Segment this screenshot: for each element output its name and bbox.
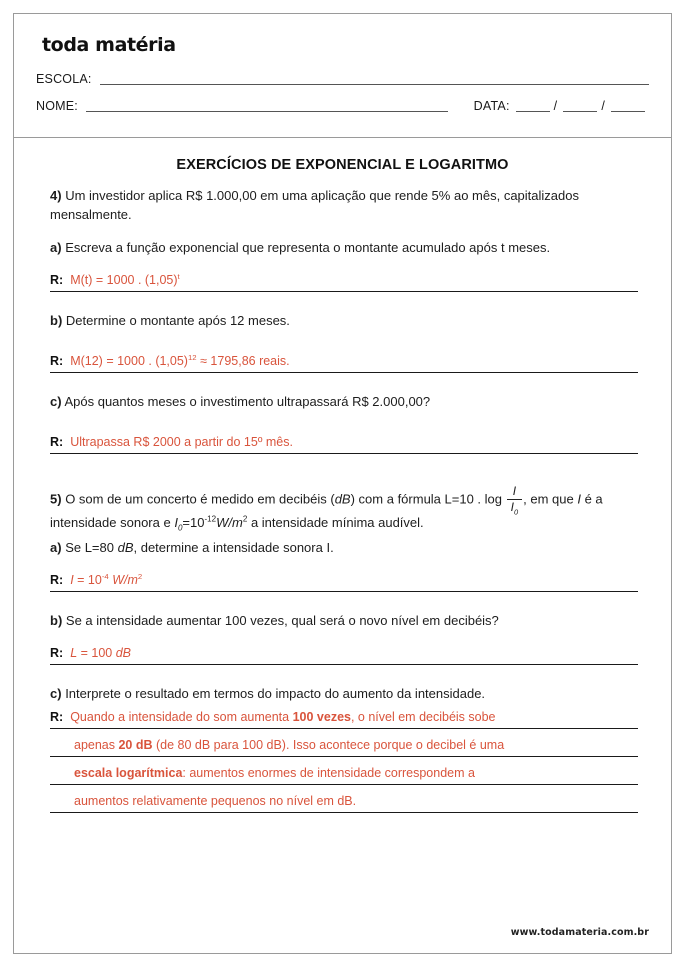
date-slash-1: / (553, 99, 558, 113)
answer-5b-text: L = 100 dB (70, 645, 132, 660)
question-5a-prompt (38, 539, 647, 558)
question-5c-text: Interprete o resultado em termos do impacto do aumento da intensidade. (65, 686, 486, 702)
answer-4a-label: R: (50, 272, 64, 287)
answer-5b (38, 645, 647, 665)
question-5-text-part2: ) com a fórmula L=10 . log (350, 491, 502, 507)
answer-5a-exponent: -4 (101, 571, 109, 581)
worksheet-page (13, 13, 672, 954)
answer-4b-text: M(12) = 1000 . $(1,05)^{12} \approx 1795,86$ reais. (70, 352, 290, 368)
brand-logo: toda matéria (42, 34, 176, 56)
answer-4b (38, 353, 647, 373)
date-label: DATA: (473, 99, 510, 113)
fraction-denominator-subscript: 0 (513, 506, 519, 516)
question-5c-letter: c) (50, 686, 62, 702)
question-5a-db-italic: dB (117, 540, 134, 555)
date-month-slot[interactable] (563, 111, 597, 112)
school-input-rule[interactable] (100, 84, 649, 85)
answer-4b-line[interactable] (50, 353, 638, 373)
page-title: EXERCÍCIOS DE EXPONENCIAL E LOGARITMO (176, 157, 509, 173)
question-5-statement (38, 483, 647, 533)
answer-4a-text: M(t) = 1000 . $(1,05)^t$ (70, 271, 180, 287)
question-5-units-exponent: 2 (242, 514, 248, 524)
question-5-text-part7: a intensidade mínima audível. (247, 515, 424, 531)
question-5-exponent-minus12: -12 (204, 514, 217, 524)
question-5-i0-subscript: 0 (177, 523, 183, 533)
answer-5c-line-4[interactable]: aumentos relativamente pequenos no nível em dB. (50, 794, 638, 813)
question-4a-text: Escreva a função exponencial que representa o montante acumulado após t meses. (65, 239, 551, 255)
answer-4b-exponent: 12 (187, 352, 197, 362)
question-4c-prompt (38, 393, 647, 412)
question-4a-letter: a) (50, 239, 62, 255)
question-5-units: W/m (216, 515, 243, 531)
question-5-text-part4: é a intensidade sonora e (50, 491, 603, 531)
answer-4c-line[interactable] (50, 434, 638, 454)
question-5-i-italic: I (577, 491, 581, 507)
question-5b-prompt (38, 612, 647, 631)
date-year-slot[interactable] (611, 111, 645, 112)
question-5c-prompt (38, 685, 647, 704)
question-4a-prompt (38, 239, 647, 258)
answer-5a (38, 572, 647, 592)
answer-5c-line-1-text: Quando a intensidade do som aumenta 100 vezes, o nível em decibéis sobe (70, 710, 496, 725)
question-4b-letter: b) (50, 312, 63, 328)
answer-5a-line[interactable] (50, 572, 638, 592)
fraction-numerator: I (512, 483, 517, 498)
fraction-denominator: $I_0$ (507, 499, 522, 514)
name-date-field-row (36, 99, 649, 114)
date-slash-2: / (601, 99, 605, 113)
answer-5b-line[interactable] (50, 645, 638, 665)
worksheet-body (14, 138, 671, 954)
name-input-rule[interactable] (86, 111, 448, 112)
question-5-text-part5: =10 (182, 515, 205, 531)
answer-4a-line[interactable] (50, 272, 638, 292)
answer-4c-text: Ultrapassa R$ 2000 a partir do 15º mês. (70, 434, 293, 449)
worksheet-header (14, 14, 671, 138)
school-label: ESCOLA: (36, 72, 92, 86)
answer-4c-label: R: (50, 434, 64, 449)
question-5b-text: Se a intensidade aumentar 100 vezes, qual será o novo nível em decibéis? (65, 613, 499, 629)
footer-url: www.todamateria.com.br (510, 927, 649, 938)
question-5-comma: , (523, 491, 527, 507)
answer-5c-line-3[interactable]: escala logarítmica: aumentos enormes de intensidade correspondem a (50, 766, 638, 785)
question-5-text-part1: O som de um concerto é medido em decibéis ( (65, 491, 335, 507)
answer-4a-exponent: t (177, 271, 180, 281)
name-label: NOME: (36, 99, 78, 113)
answer-4a (38, 272, 647, 292)
question-5-number: 5) (50, 491, 62, 507)
question-4-text: Um investidor aplica R$ 1.000,00 em uma aplicação que rende 5% ao mês, capitalizados mensalmente. (50, 188, 579, 222)
question-4-statement (38, 187, 647, 225)
fraction-i-over-i0 (507, 483, 522, 516)
question-5a-letter: a) (50, 540, 62, 555)
answer-5c-label: R: (50, 710, 64, 725)
answer-5c-line-1[interactable] (50, 710, 638, 729)
question-5b-letter: b) (50, 613, 63, 629)
answer-4b-label: R: (50, 353, 64, 368)
question-4b-prompt (38, 312, 647, 331)
date-day-slot[interactable] (516, 111, 550, 112)
answer-5a-label: R: (50, 572, 64, 587)
school-field-row (36, 72, 649, 87)
question-5a-text-part2: , determine a intensidade sonora I. (133, 540, 334, 555)
question-5-i0-italic: $I_0$ (174, 515, 183, 533)
answer-5c-line-2[interactable]: apenas 20 dB (de 80 dB para 100 dB). Isso acontece porque o decibel é uma (50, 738, 638, 757)
answer-5a-text: $I = 10^{-4}$ $W/m^2$ (70, 571, 143, 587)
answer-4c (38, 434, 647, 454)
question-5a-text-part1: Se L=80 (65, 540, 118, 555)
question-4c-letter: c) (50, 393, 62, 409)
answer-5a-unit-exponent: 2 (137, 571, 143, 581)
question-5-db-italic: dB (334, 491, 351, 507)
answer-5b-label: R: (50, 645, 64, 660)
question-4-number: 4) (50, 188, 62, 203)
question-4c-text: Após quantos meses o investimento ultrapassará R$ 2.000,00? (64, 393, 431, 409)
question-4b-text: Determine o montante após 12 meses. (65, 312, 290, 328)
answer-5c (38, 710, 647, 813)
date-field (474, 99, 649, 114)
question-5-text-part3: em que (530, 491, 578, 507)
